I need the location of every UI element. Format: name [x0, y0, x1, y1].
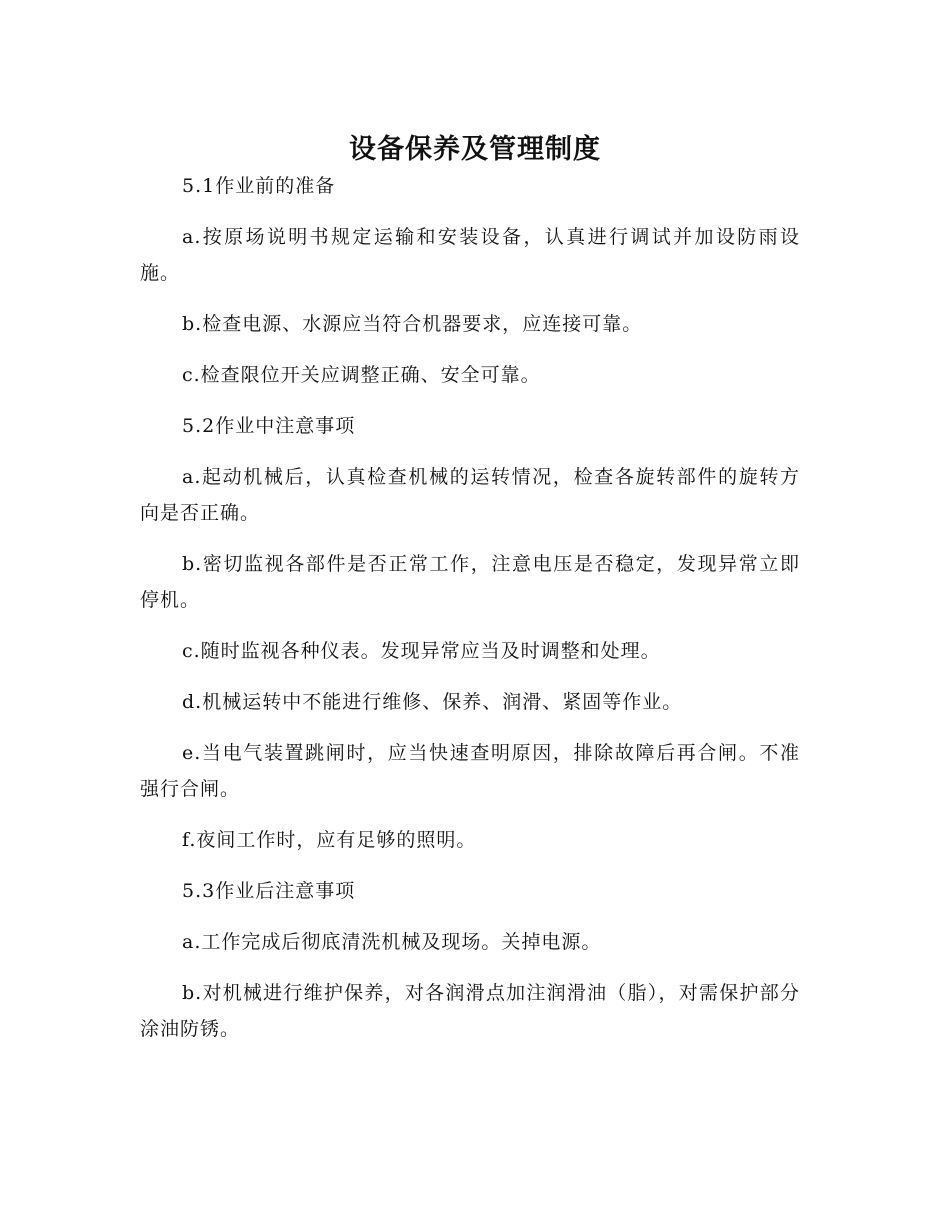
- section-heading-5-2: 5.2作业中注意事项: [182, 415, 356, 437]
- section-heading-5-1: 5.1作业前的准备: [182, 175, 336, 197]
- paragraph-5-3-b: b.对机械进行维护保养，对各润滑点加注润滑油（脂），对需保护部分涂油防锈。: [140, 982, 800, 1040]
- paragraph-5-2-e: e.当电气装置跳闸时，应当快速查明原因，排除故障后再合闸。不准强行合闸。: [140, 742, 800, 800]
- paragraph-5-2-c: c.随时监视各种仪表。发现异常应当及时调整和处理。: [182, 640, 661, 662]
- document-title: 设备保养及管理制度: [349, 134, 601, 166]
- paragraph-5-2-b: b.密切监视各部件是否正常工作，注意电压是否稳定，发现异常立即停机。: [140, 553, 800, 611]
- paragraph-5-1-c: c.检查限位开关应调整正确、安全可靠。: [182, 364, 541, 386]
- document-body: [140, 168, 800, 1062]
- paragraph-5-2-d: d.机械运转中不能进行维修、保养、润滑、紧固等作业。: [182, 691, 683, 713]
- paragraph-5-2-a: a.起动机械后，认真检查机械的运转情况，检查各旋转部件的旋转方向是否正确。: [140, 466, 800, 524]
- paragraph-5-1-a: a.按原场说明书规定运输和安装设备，认真进行调试并加设防雨设施。: [140, 226, 800, 284]
- section-heading-5-3: 5.3作业后注意事项: [182, 880, 356, 902]
- paragraph-5-1-b: b.检查电源、水源应当符合机器要求，应连接可靠。: [182, 313, 643, 335]
- paragraph-5-3-a: a.工作完成后彻底清洗机械及现场。关掉电源。: [182, 931, 602, 953]
- paragraph-5-2-f: f.夜间工作时，应有足够的照明。: [182, 829, 477, 851]
